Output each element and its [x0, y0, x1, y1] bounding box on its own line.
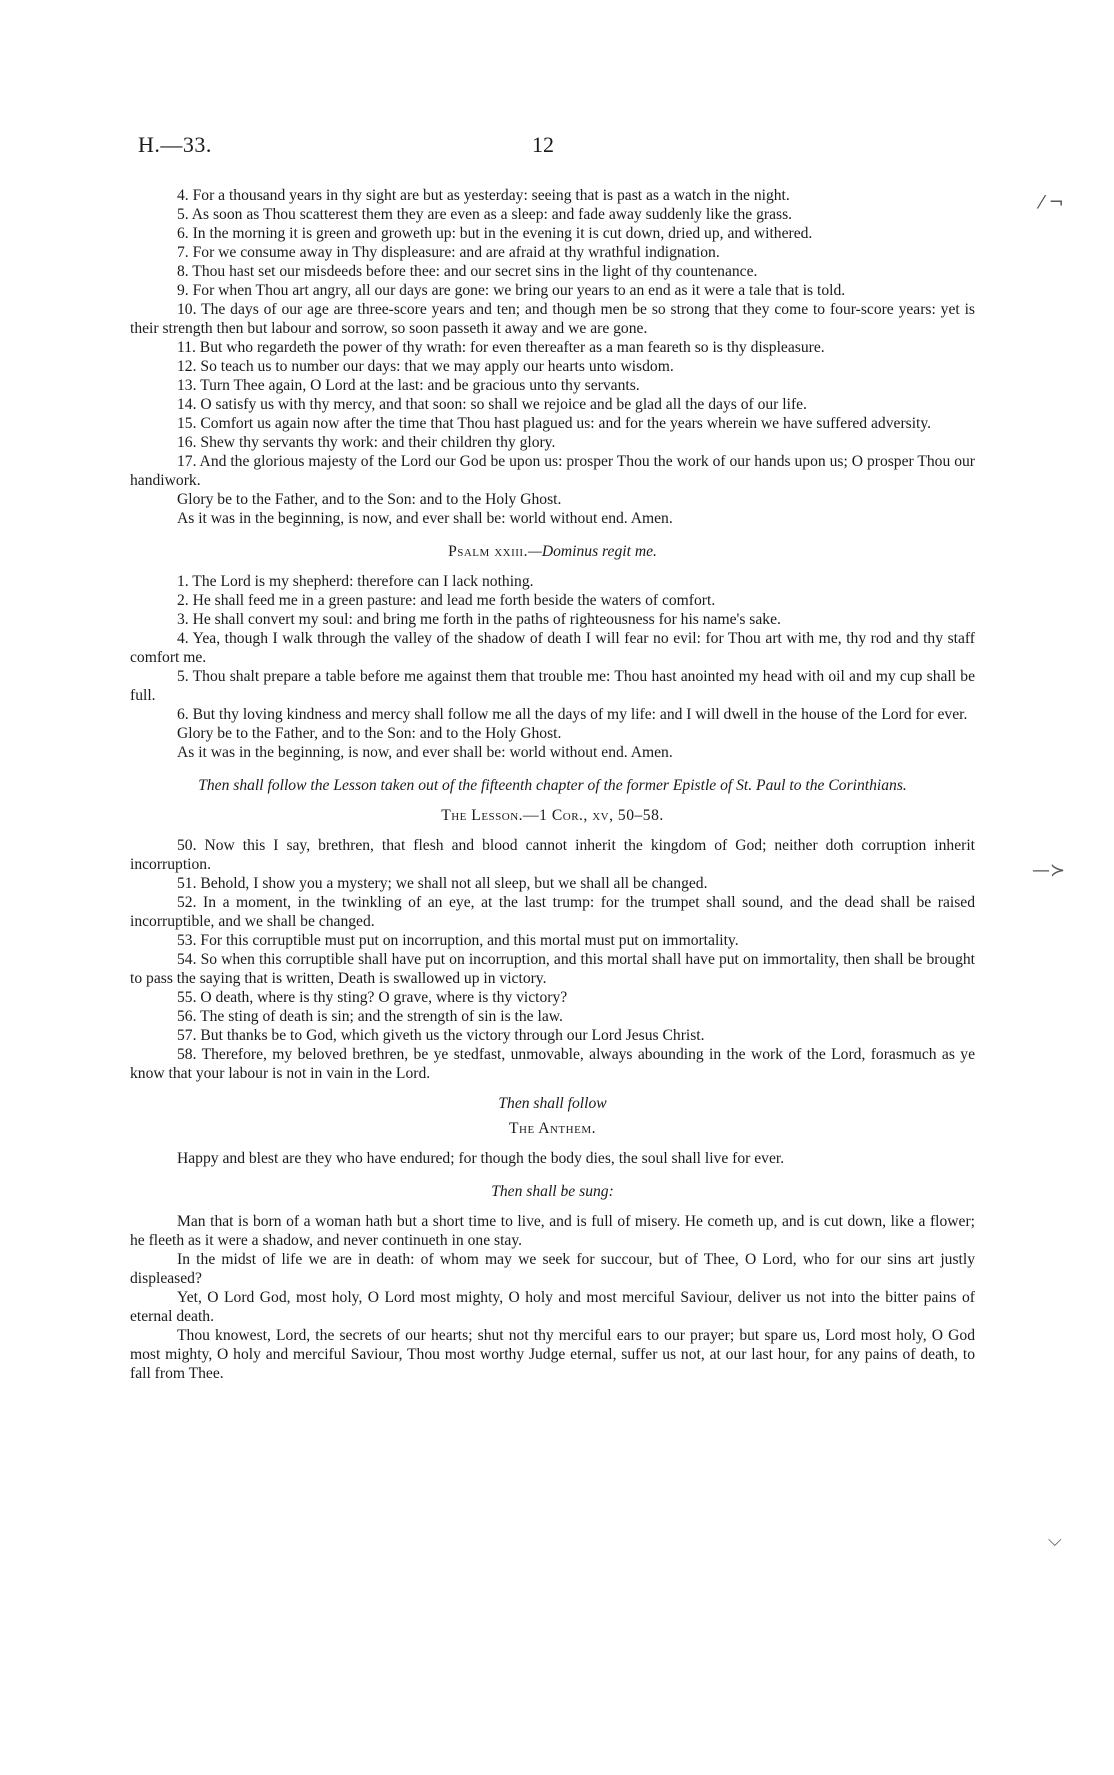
page-body — [130, 186, 975, 1383]
verse: 13. Turn Thee again, O Lord at the last: and be gracious unto thy servants. — [177, 377, 640, 394]
verse: 53. For this corruptible must put on incorruption, and this mortal must put on immortality. — [177, 932, 739, 949]
gloria-line: Glory be to the Father, and to the Son: and to the Holy Ghost. — [177, 725, 562, 742]
lesson-title: The Lesson.—1 Cor., xv, 50–58. — [441, 807, 664, 824]
verse: 12. So teach us to number our days: that we may apply our hearts unto wisdom. — [177, 358, 674, 375]
verse: 58. Therefore, my beloved brethren, be ye stedfast, unmovable, always abounding in the work of the Lord, forasmuch as ye know that your labour is not in vain in the Lord. — [130, 1046, 975, 1082]
verse: 54. So when this corruptible shall have put on incorruption, and this mortal shall have put on immortality, then shall be brought to pass the saying that is written, Death is swallowed up in victory. — [130, 951, 975, 987]
document-reference: H.—33. — [138, 132, 212, 157]
verse: 5. Thou shalt prepare a table before me against them that trouble me: Thou hast anointed my head with oil and my cup shall be full. — [130, 668, 975, 704]
page-header — [138, 132, 978, 162]
verse: 52. In a moment, in the twinkling of an eye, at the last trump: for the trumpet shall sound, and the dead shall be raised incorruptible, and we shall be changed. — [130, 894, 975, 930]
lesson-heading — [130, 806, 975, 825]
gloria-line: As it was in the beginning, is now, and ever shall be: world without end. Amen. — [177, 510, 673, 527]
psalm-23-title: Psalm xxiii. — [448, 543, 528, 560]
verse: 15. Comfort us again now after the time that Thou hast plagued us: and for the years wherein we have suffered adversity. — [177, 415, 932, 432]
verse: 57. But thanks be to God, which giveth us the victory through our Lord Jesus Christ. — [177, 1027, 705, 1044]
verse: 3. He shall convert my soul: and bring me forth in the paths of righteousness for his name's sake. — [177, 611, 781, 628]
psalm-90-section — [130, 186, 975, 528]
sentence: In the midst of life we are in death: of whom may we seek for succour, but of Thee, O Lord, who for our sins art justly displeased? — [130, 1251, 975, 1287]
gloria-line: Glory be to the Father, and to the Son: and to the Holy Ghost. — [177, 491, 562, 508]
anthem-rubric: Then shall follow — [498, 1095, 607, 1112]
verse: 6. But thy loving kindness and mercy shall follow me all the days of my life: and I will dwell in the house of the Lord for ever. — [177, 706, 968, 723]
sung-section — [130, 1212, 975, 1383]
verse: 6. In the morning it is green and groweth up: but in the evening it is cut down, dried up, and withered. — [177, 225, 813, 242]
verse: 2. He shall feed me in a green pasture: and lead me forth beside the waters of comfort. — [177, 592, 716, 609]
margin-pencil-mark-icon: ⁄ ¬ — [1040, 192, 1064, 213]
margin-pencil-mark-icon: ⌵ — [1048, 1530, 1062, 1551]
sung-rubric: Then shall be sung: — [491, 1183, 614, 1200]
sentence: Thou knowest, Lord, the secrets of our hearts; shut not thy merciful ears to our prayer; but spare us, Lord most holy, O God most mighty, O holy and merciful Saviour, Thou most worthy Judge eternal, suffer us not, at our last hour, for any pains of death, to fall from Thee. — [130, 1327, 975, 1382]
verse: 16. Shew thy servants thy work: and their children thy glory. — [177, 434, 556, 451]
verse: 7. For we consume away in Thy displeasure: and are afraid at thy wrathful indignation. — [177, 244, 720, 261]
verse: 11. But who regardeth the power of thy wrath: for even thereafter as a man feareth so is thy displeasure. — [177, 339, 825, 356]
anthem-heading — [130, 1119, 975, 1138]
verse: 17. And the glorious majesty of the Lord our God be upon us: prosper Thou the work of our hands upon us; O prosper Thou our handiwork. — [130, 453, 975, 489]
margin-pencil-mark-icon: —≻ — [1032, 860, 1066, 881]
psalm-23-subtitle: —Dominus regit me. — [527, 543, 657, 560]
verse: 8. Thou hast set our misdeeds before thee: and our secret sins in the light of thy countenance. — [177, 263, 758, 280]
verse: 14. O satisfy us with thy mercy, and that soon: so shall we rejoice and be glad all the days of our life. — [177, 396, 807, 413]
verse: 51. Behold, I show you a mystery; we shall not all sleep, but we shall all be changed. — [177, 875, 708, 892]
psalm-23-heading — [130, 542, 975, 561]
verse: 5. As soon as Thou scatterest them they are even as a sleep: and fade away suddenly like the grass. — [177, 206, 793, 223]
sentence: Man that is born of a woman hath but a short time to live, and is full of misery. He cometh up, and is cut down, like a flower; he fleeth as it were a shadow, and never continueth in one stay. — [130, 1213, 975, 1249]
verse: 1. The Lord is my shepherd: therefore can I lack nothing. — [177, 573, 534, 590]
page-number: 12 — [532, 132, 554, 157]
verse: 4. For a thousand years in thy sight are but as yesterday: seeing that is past as a watch in the night. — [177, 187, 790, 204]
verse: 10. The days of our age are three-score years and ten; and though men be so strong that they come to four-score years: yet is their strength then but labour and sorrow, so soon passeth it away and we are gone. — [130, 301, 975, 337]
psalm-23-section — [130, 572, 975, 762]
verse: 4. Yea, though I walk through the valley of the shadow of death I will fear no evil: for Thou art with me, thy rod and thy staff comfort me. — [130, 630, 975, 666]
verse: 55. O death, where is thy sting? O grave, where is thy victory? — [177, 989, 568, 1006]
gloria-line: As it was in the beginning, is now, and ever shall be: world without end. Amen. — [177, 744, 673, 761]
anthem-title: The Anthem. — [509, 1120, 596, 1137]
anthem-text: Happy and blest are they who have endured; for though the body dies, the soul shall live for ever. — [177, 1150, 785, 1167]
lesson-rubric: Then shall follow the Lesson taken out of the fifteenth chapter of the former Epistle of St. Paul to the Corinthians. — [198, 777, 907, 794]
verse: 9. For when Thou art angry, all our days are gone: we bring our years to an end as it were a tale that is told. — [177, 282, 846, 299]
verse: 50. Now this I say, brethren, that flesh and blood cannot inherit the kingdom of God; neither doth corruption inherit incorruption. — [130, 837, 975, 873]
lesson-section — [130, 836, 975, 1083]
verse: 56. The sting of death is sin; and the strength of sin is the law. — [177, 1008, 563, 1025]
sentence: Yet, O Lord God, most holy, O Lord most mighty, O holy and most merciful Saviour, deliver us not into the bitter pains of eternal death. — [130, 1289, 975, 1325]
